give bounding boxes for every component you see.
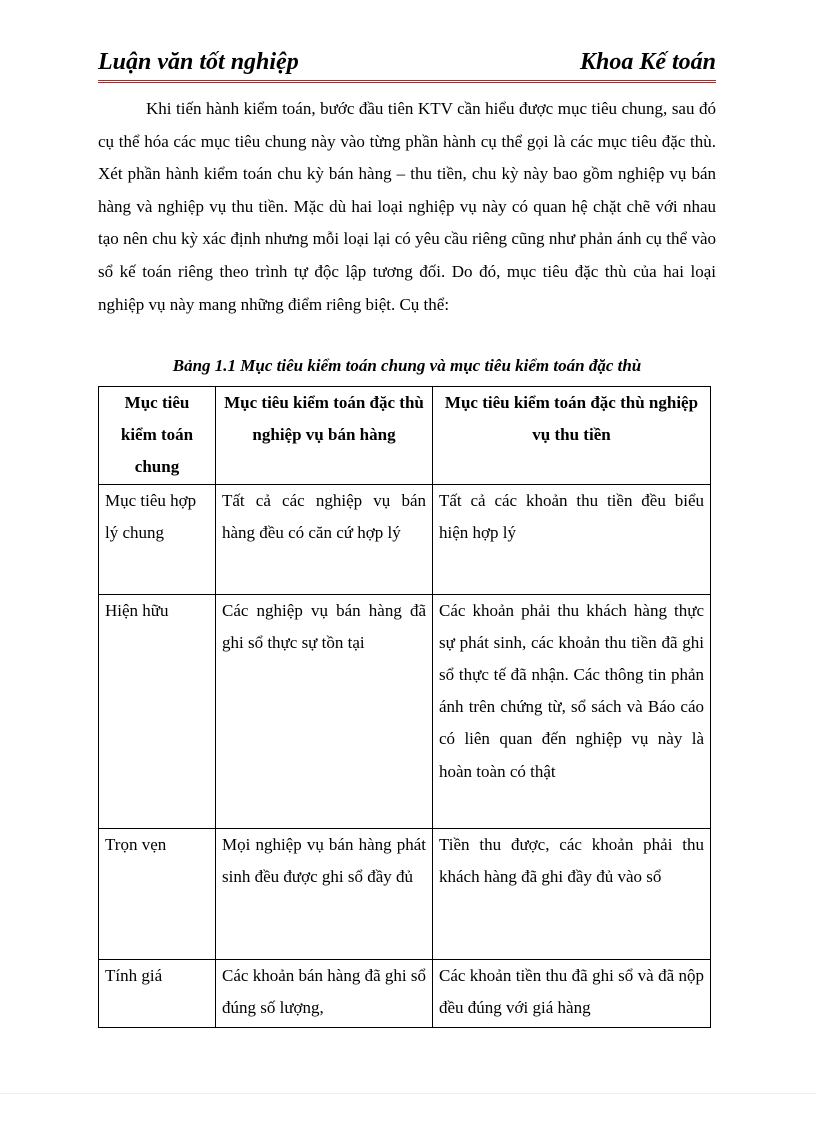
header-collection-objective: Mục tiêu kiểm toán đặc thù nghiệp vụ thu tiền (433, 387, 711, 485)
header-faculty: Khoa Kế toán (579, 49, 716, 75)
page-header (98, 44, 716, 80)
header-thesis-title: Luận văn tốt nghiệp (98, 49, 299, 75)
table-row (99, 484, 711, 594)
table-cell: Các khoản bán hàng đã ghi sổ đúng số lượng, (216, 959, 433, 1027)
table-row (99, 828, 711, 959)
audit-objectives-table (98, 386, 711, 1028)
intro-paragraph: Khi tiến hành kiểm toán, bước đầu tiên KTV cần hiểu được mục tiêu chung, sau đó cụ thể hóa các mục tiêu chung này vào từng phần hành cụ thể gọi là các mục tiêu đặc thù. Xét phần hành kiểm toán chu kỳ bán hàng – thu tiền, chu kỳ này bao gồm nghiệp vụ bán hàng và nghiệp vụ thu tiền. Mặc dù hai loại nghiệp vụ này có quan hệ chặt chẽ với nhau tạo nên chu kỳ xác định nhưng mỗi loại lại có yêu cầu riêng cũng như phản ánh cụ thể vào sổ kế toán riêng theo trình tự độc lập tương đối. Do đó, mục tiêu đặc thù của hai loại nghiệp vụ này mang những điểm riêng biệt. Cụ thể: (98, 99, 716, 314)
table-cell: Hiện hữu (99, 594, 216, 828)
header-general-objective: Mục tiêu kiểm toán chung (99, 387, 216, 485)
table-cell: Trọn vẹn (99, 828, 216, 959)
table-cell: Tất cả các khoản thu tiền đều biểu hiện hợp lý (433, 484, 711, 594)
table-header-row (99, 387, 711, 485)
page-bottom-edge (0, 1093, 816, 1094)
table-cell: Tính giá (99, 959, 216, 1027)
table-cell: Các nghiệp vụ bán hàng đã ghi sổ thực sự tồn tại (216, 594, 433, 828)
table-cell: Mục tiêu hợp lý chung (99, 484, 216, 594)
table-row (99, 594, 711, 828)
header-divider (98, 80, 716, 83)
table-cell: Các khoản phải thu khách hàng thực sự phát sinh, các khoản thu tiền đã ghi sổ thực tế đã nhận. Các thông tin phản ánh trên chứng từ, sổ sách và Báo cáo có liên quan đến nghiệp vụ này là hoàn toàn có thật (433, 594, 711, 828)
table-row (99, 959, 711, 1027)
table-cell: Tất cả các nghiệp vụ bán hàng đều có căn cứ hợp lý (216, 484, 433, 594)
table-cell: Tiền thu được, các khoản phải thu khách hàng đã ghi đầy đủ vào sổ (433, 828, 711, 959)
table-caption: Bảng 1.1 Mục tiêu kiểm toán chung và mục tiêu kiểm toán đặc thù (172, 356, 642, 375)
table-cell: Các khoản tiền thu đã ghi sổ và đã nộp đều đúng với giá hàng (433, 959, 711, 1027)
table-cell: Mọi nghiệp vụ bán hàng phát sinh đều được ghi sổ đầy đủ (216, 828, 433, 959)
header-sales-objective: Mục tiêu kiểm toán đặc thù nghiệp vụ bán hàng (216, 387, 433, 485)
